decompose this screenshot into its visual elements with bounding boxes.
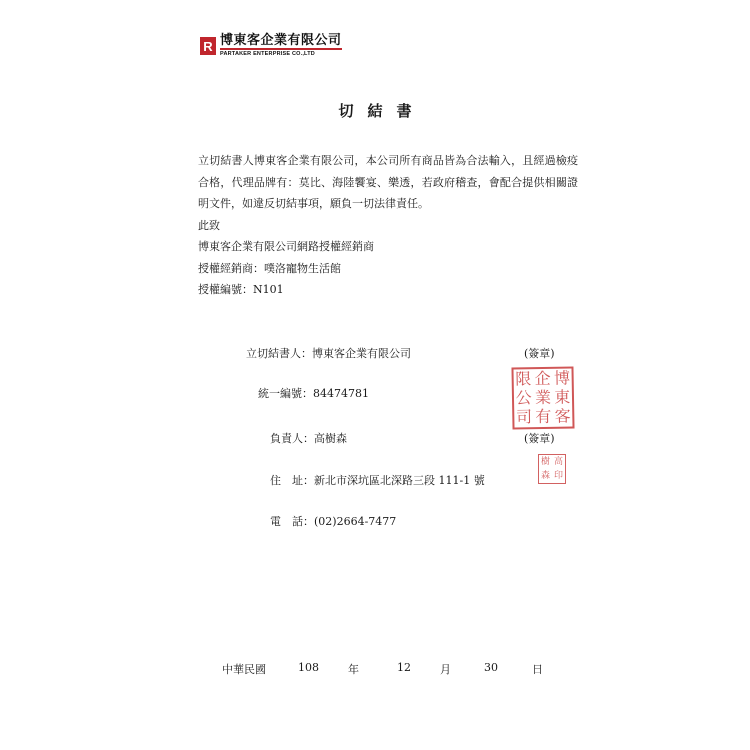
auth-number-line: 授權編號：N101 <box>198 283 284 296</box>
date-year-label: 年 <box>348 663 359 676</box>
dealer-line: 授權經銷商：噗洛寵物生活館 <box>198 261 341 275</box>
closing-line: 此致 <box>198 218 220 232</box>
date-month: 12 <box>397 661 411 674</box>
seal-char: 客 <box>554 406 571 427</box>
seal-char: 司 <box>515 407 533 427</box>
logo-mark-icon: R <box>200 37 216 55</box>
document-body <box>198 150 578 301</box>
seal-char: 有 <box>535 407 552 427</box>
logo-text <box>220 34 342 58</box>
date-era: 中華民國 <box>222 663 266 676</box>
date-year: 108 <box>298 661 319 674</box>
seal-char: 高 <box>553 456 563 467</box>
seal-label-company: (簽章) <box>524 347 555 360</box>
declaration-paragraph: 立切結書人博東客企業有限公司，本公司所有商品皆為合法輸入，且經過檢疫合格，代理品牌有：莫比、海陸饗宴、樂透，若政府稽查，會配合提供相關證明文件，如違反切結事項，願負一切法律責任。 <box>198 154 578 210</box>
address-line: 住 址：新北市深坑區北深路三段 111-1 號 <box>270 474 485 487</box>
seal-char: 企 <box>534 368 551 388</box>
seal-char: 樹 <box>540 456 550 467</box>
seal-char: 印 <box>553 470 563 481</box>
company-logo <box>200 34 342 58</box>
date-day: 30 <box>484 661 498 674</box>
seal-char: 限 <box>515 368 532 389</box>
recipient-line: 博東客企業有限公司網路授權經銷商 <box>198 240 374 253</box>
date-month-label: 月 <box>440 663 451 676</box>
seal-label-person: (簽章) <box>524 432 555 445</box>
date-day-label: 日 <box>532 663 543 676</box>
document-title: 切結書 <box>338 102 426 120</box>
seal-char: 業 <box>534 387 552 408</box>
seal-char: 森 <box>540 470 550 481</box>
responsible-person-line: 負責人：高樹森 <box>270 432 347 445</box>
declarant-line: 立切結書人：博東客企業有限公司 <box>246 347 411 360</box>
company-seal-stamp <box>511 366 574 429</box>
seal-char: 東 <box>554 387 571 407</box>
personal-seal-stamp <box>538 454 566 484</box>
phone-line: 電 話：(02)2664-7477 <box>270 515 397 528</box>
logo-company-name: 博東客企業有限公司 <box>220 33 342 48</box>
seal-char: 博 <box>553 368 571 388</box>
tax-id-line: 統一編號：84474781 <box>258 387 369 400</box>
seal-char: 公 <box>515 388 532 408</box>
logo-company-english: PARTAKER ENTERPRISE CO.,LTD <box>220 51 315 57</box>
